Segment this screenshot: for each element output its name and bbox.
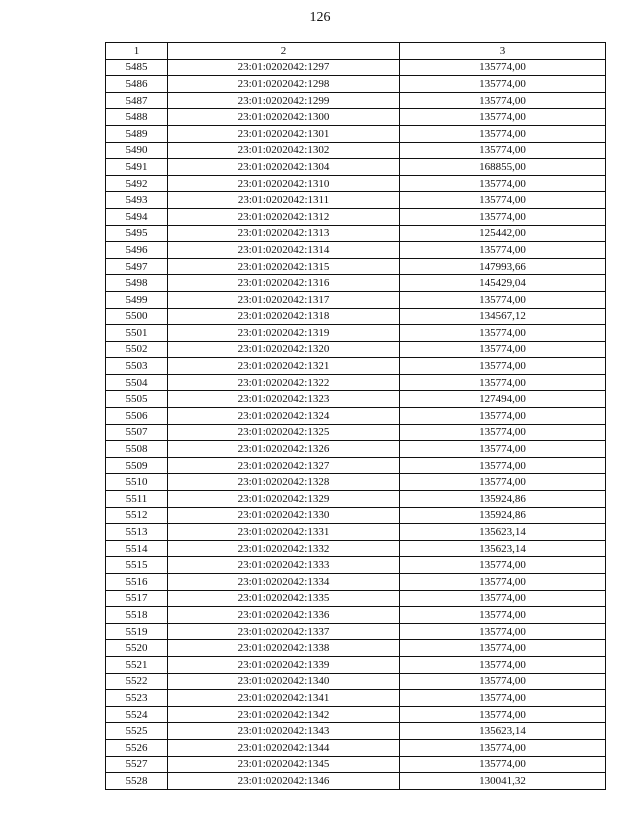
value-cell: 135774,00 bbox=[400, 623, 606, 640]
table-header bbox=[106, 43, 606, 60]
row-number-cell: 5493 bbox=[106, 192, 168, 209]
value-cell: 135623,14 bbox=[400, 540, 606, 557]
value-cell: 135774,00 bbox=[400, 76, 606, 93]
header-col-3: 3 bbox=[400, 43, 606, 60]
table-row bbox=[106, 159, 606, 176]
table-row bbox=[106, 59, 606, 76]
table-row bbox=[106, 258, 606, 275]
row-number-cell: 5519 bbox=[106, 623, 168, 640]
table-row bbox=[106, 308, 606, 325]
table-row bbox=[106, 441, 606, 458]
row-number-cell: 5501 bbox=[106, 325, 168, 342]
value-cell: 135924,86 bbox=[400, 491, 606, 508]
table-row bbox=[106, 424, 606, 441]
row-number-cell: 5525 bbox=[106, 723, 168, 740]
cadastral-number-cell: 23:01:0202042:1324 bbox=[168, 408, 400, 425]
table-row bbox=[106, 574, 606, 591]
table-row bbox=[106, 408, 606, 425]
header-col-1: 1 bbox=[106, 43, 168, 60]
table-row bbox=[106, 275, 606, 292]
value-cell: 135774,00 bbox=[400, 242, 606, 259]
value-cell: 135774,00 bbox=[400, 142, 606, 159]
row-number-cell: 5506 bbox=[106, 408, 168, 425]
row-number-cell: 5504 bbox=[106, 374, 168, 391]
table-row bbox=[106, 92, 606, 109]
value-cell: 135774,00 bbox=[400, 756, 606, 773]
row-number-cell: 5523 bbox=[106, 690, 168, 707]
row-number-cell: 5498 bbox=[106, 275, 168, 292]
cadastral-number-cell: 23:01:0202042:1336 bbox=[168, 607, 400, 624]
value-cell: 135774,00 bbox=[400, 474, 606, 491]
value-cell: 135774,00 bbox=[400, 125, 606, 142]
table-row bbox=[106, 374, 606, 391]
row-number-cell: 5511 bbox=[106, 491, 168, 508]
value-cell: 135774,00 bbox=[400, 656, 606, 673]
table-row bbox=[106, 109, 606, 126]
table-row bbox=[106, 690, 606, 707]
cadastral-number-cell: 23:01:0202042:1339 bbox=[168, 656, 400, 673]
value-cell: 135774,00 bbox=[400, 706, 606, 723]
cadastral-number-cell: 23:01:0202042:1329 bbox=[168, 491, 400, 508]
cadastral-number-cell: 23:01:0202042:1341 bbox=[168, 690, 400, 707]
cadastral-number-cell: 23:01:0202042:1338 bbox=[168, 640, 400, 657]
table-row bbox=[106, 341, 606, 358]
row-number-cell: 5524 bbox=[106, 706, 168, 723]
row-number-cell: 5494 bbox=[106, 208, 168, 225]
table-row bbox=[106, 391, 606, 408]
page-number: 126 bbox=[309, 10, 331, 25]
cadastral-number-cell: 23:01:0202042:1313 bbox=[168, 225, 400, 242]
table-row bbox=[106, 607, 606, 624]
row-number-cell: 5515 bbox=[106, 557, 168, 574]
value-cell: 135774,00 bbox=[400, 690, 606, 707]
cadastral-number-cell: 23:01:0202042:1344 bbox=[168, 739, 400, 756]
cadastral-number-cell: 23:01:0202042:1323 bbox=[168, 391, 400, 408]
cadastral-number-cell: 23:01:0202042:1312 bbox=[168, 208, 400, 225]
value-cell: 134567,12 bbox=[400, 308, 606, 325]
table-row bbox=[106, 557, 606, 574]
value-cell: 130041,32 bbox=[400, 773, 606, 790]
header-col-2: 2 bbox=[168, 43, 400, 60]
cadastral-number-cell: 23:01:0202042:1332 bbox=[168, 540, 400, 557]
row-number-cell: 5508 bbox=[106, 441, 168, 458]
cadastral-number-cell: 23:01:0202042:1317 bbox=[168, 291, 400, 308]
cadastral-number-cell: 23:01:0202042:1319 bbox=[168, 325, 400, 342]
row-number-cell: 5486 bbox=[106, 76, 168, 93]
row-number-cell: 5500 bbox=[106, 308, 168, 325]
row-number-cell: 5495 bbox=[106, 225, 168, 242]
row-number-cell: 5513 bbox=[106, 524, 168, 541]
cadastral-number-cell: 23:01:0202042:1342 bbox=[168, 706, 400, 723]
row-number-cell: 5512 bbox=[106, 507, 168, 524]
cadastral-number-cell: 23:01:0202042:1298 bbox=[168, 76, 400, 93]
table-row bbox=[106, 773, 606, 790]
table-row bbox=[106, 325, 606, 342]
value-cell: 135623,14 bbox=[400, 723, 606, 740]
cadastral-number-cell: 23:01:0202042:1301 bbox=[168, 125, 400, 142]
cadastral-number-cell: 23:01:0202042:1302 bbox=[168, 142, 400, 159]
value-cell: 135774,00 bbox=[400, 424, 606, 441]
cadastral-number-cell: 23:01:0202042:1316 bbox=[168, 275, 400, 292]
row-number-cell: 5503 bbox=[106, 358, 168, 375]
row-number-cell: 5497 bbox=[106, 258, 168, 275]
value-cell: 135774,00 bbox=[400, 673, 606, 690]
row-number-cell: 5485 bbox=[106, 59, 168, 76]
table-row bbox=[106, 623, 606, 640]
row-number-cell: 5516 bbox=[106, 574, 168, 591]
row-number-cell: 5520 bbox=[106, 640, 168, 657]
value-cell: 127494,00 bbox=[400, 391, 606, 408]
table-row bbox=[106, 457, 606, 474]
cadastral-number-cell: 23:01:0202042:1345 bbox=[168, 756, 400, 773]
row-number-cell: 5522 bbox=[106, 673, 168, 690]
table-row bbox=[106, 706, 606, 723]
value-cell: 135774,00 bbox=[400, 192, 606, 209]
table-row bbox=[106, 640, 606, 657]
table-row bbox=[106, 76, 606, 93]
table-row bbox=[106, 739, 606, 756]
table-row bbox=[106, 474, 606, 491]
registry-table bbox=[105, 42, 606, 790]
value-cell: 135774,00 bbox=[400, 374, 606, 391]
value-cell: 147993,66 bbox=[400, 258, 606, 275]
value-cell: 135774,00 bbox=[400, 574, 606, 591]
cadastral-number-cell: 23:01:0202042:1337 bbox=[168, 623, 400, 640]
value-cell: 135924,86 bbox=[400, 507, 606, 524]
value-cell: 135623,14 bbox=[400, 524, 606, 541]
cadastral-number-cell: 23:01:0202042:1326 bbox=[168, 441, 400, 458]
cadastral-number-cell: 23:01:0202042:1322 bbox=[168, 374, 400, 391]
value-cell: 135774,00 bbox=[400, 175, 606, 192]
value-cell: 168855,00 bbox=[400, 159, 606, 176]
value-cell: 135774,00 bbox=[400, 739, 606, 756]
value-cell: 135774,00 bbox=[400, 358, 606, 375]
table-row bbox=[106, 507, 606, 524]
value-cell: 125442,00 bbox=[400, 225, 606, 242]
row-number-cell: 5492 bbox=[106, 175, 168, 192]
row-number-cell: 5487 bbox=[106, 92, 168, 109]
row-number-cell: 5521 bbox=[106, 656, 168, 673]
table-row bbox=[106, 673, 606, 690]
table-row bbox=[106, 756, 606, 773]
cadastral-number-cell: 23:01:0202042:1311 bbox=[168, 192, 400, 209]
value-cell: 135774,00 bbox=[400, 557, 606, 574]
value-cell: 135774,00 bbox=[400, 291, 606, 308]
value-cell: 145429,04 bbox=[400, 275, 606, 292]
row-number-cell: 5509 bbox=[106, 457, 168, 474]
cadastral-number-cell: 23:01:0202042:1320 bbox=[168, 341, 400, 358]
value-cell: 135774,00 bbox=[400, 208, 606, 225]
row-number-cell: 5514 bbox=[106, 540, 168, 557]
value-cell: 135774,00 bbox=[400, 109, 606, 126]
table-row bbox=[106, 192, 606, 209]
cadastral-number-cell: 23:01:0202042:1314 bbox=[168, 242, 400, 259]
cadastral-number-cell: 23:01:0202042:1331 bbox=[168, 524, 400, 541]
row-number-cell: 5496 bbox=[106, 242, 168, 259]
table-row bbox=[106, 175, 606, 192]
value-cell: 135774,00 bbox=[400, 341, 606, 358]
table-row bbox=[106, 540, 606, 557]
table-row bbox=[106, 242, 606, 259]
row-number-cell: 5491 bbox=[106, 159, 168, 176]
row-number-cell: 5499 bbox=[106, 291, 168, 308]
cadastral-number-cell: 23:01:0202042:1325 bbox=[168, 424, 400, 441]
row-number-cell: 5528 bbox=[106, 773, 168, 790]
row-number-cell: 5527 bbox=[106, 756, 168, 773]
cadastral-number-cell: 23:01:0202042:1299 bbox=[168, 92, 400, 109]
row-number-cell: 5518 bbox=[106, 607, 168, 624]
table-row bbox=[106, 142, 606, 159]
header-row bbox=[106, 43, 606, 60]
value-cell: 135774,00 bbox=[400, 590, 606, 607]
table-row bbox=[106, 590, 606, 607]
cadastral-number-cell: 23:01:0202042:1333 bbox=[168, 557, 400, 574]
value-cell: 135774,00 bbox=[400, 607, 606, 624]
cadastral-number-cell: 23:01:0202042:1327 bbox=[168, 457, 400, 474]
table-row bbox=[106, 656, 606, 673]
table-row bbox=[106, 491, 606, 508]
cadastral-number-cell: 23:01:0202042:1318 bbox=[168, 308, 400, 325]
cadastral-number-cell: 23:01:0202042:1315 bbox=[168, 258, 400, 275]
cadastral-number-cell: 23:01:0202042:1335 bbox=[168, 590, 400, 607]
value-cell: 135774,00 bbox=[400, 59, 606, 76]
cadastral-number-cell: 23:01:0202042:1330 bbox=[168, 507, 400, 524]
value-cell: 135774,00 bbox=[400, 408, 606, 425]
row-number-cell: 5507 bbox=[106, 424, 168, 441]
table-row bbox=[106, 358, 606, 375]
table-body bbox=[106, 59, 606, 789]
row-number-cell: 5517 bbox=[106, 590, 168, 607]
cadastral-number-cell: 23:01:0202042:1346 bbox=[168, 773, 400, 790]
cadastral-number-cell: 23:01:0202042:1328 bbox=[168, 474, 400, 491]
row-number-cell: 5489 bbox=[106, 125, 168, 142]
cadastral-number-cell: 23:01:0202042:1343 bbox=[168, 723, 400, 740]
row-number-cell: 5502 bbox=[106, 341, 168, 358]
value-cell: 135774,00 bbox=[400, 325, 606, 342]
table-row bbox=[106, 723, 606, 740]
row-number-cell: 5488 bbox=[106, 109, 168, 126]
row-number-cell: 5490 bbox=[106, 142, 168, 159]
table-row bbox=[106, 208, 606, 225]
table-row bbox=[106, 524, 606, 541]
value-cell: 135774,00 bbox=[400, 457, 606, 474]
row-number-cell: 5526 bbox=[106, 739, 168, 756]
table-row bbox=[106, 125, 606, 142]
cadastral-number-cell: 23:01:0202042:1297 bbox=[168, 59, 400, 76]
row-number-cell: 5510 bbox=[106, 474, 168, 491]
table-row bbox=[106, 225, 606, 242]
value-cell: 135774,00 bbox=[400, 640, 606, 657]
cadastral-number-cell: 23:01:0202042:1300 bbox=[168, 109, 400, 126]
cadastral-number-cell: 23:01:0202042:1304 bbox=[168, 159, 400, 176]
value-cell: 135774,00 bbox=[400, 441, 606, 458]
cadastral-number-cell: 23:01:0202042:1340 bbox=[168, 673, 400, 690]
cadastral-number-cell: 23:01:0202042:1310 bbox=[168, 175, 400, 192]
table-row bbox=[106, 291, 606, 308]
cadastral-number-cell: 23:01:0202042:1334 bbox=[168, 574, 400, 591]
value-cell: 135774,00 bbox=[400, 92, 606, 109]
row-number-cell: 5505 bbox=[106, 391, 168, 408]
cadastral-number-cell: 23:01:0202042:1321 bbox=[168, 358, 400, 375]
